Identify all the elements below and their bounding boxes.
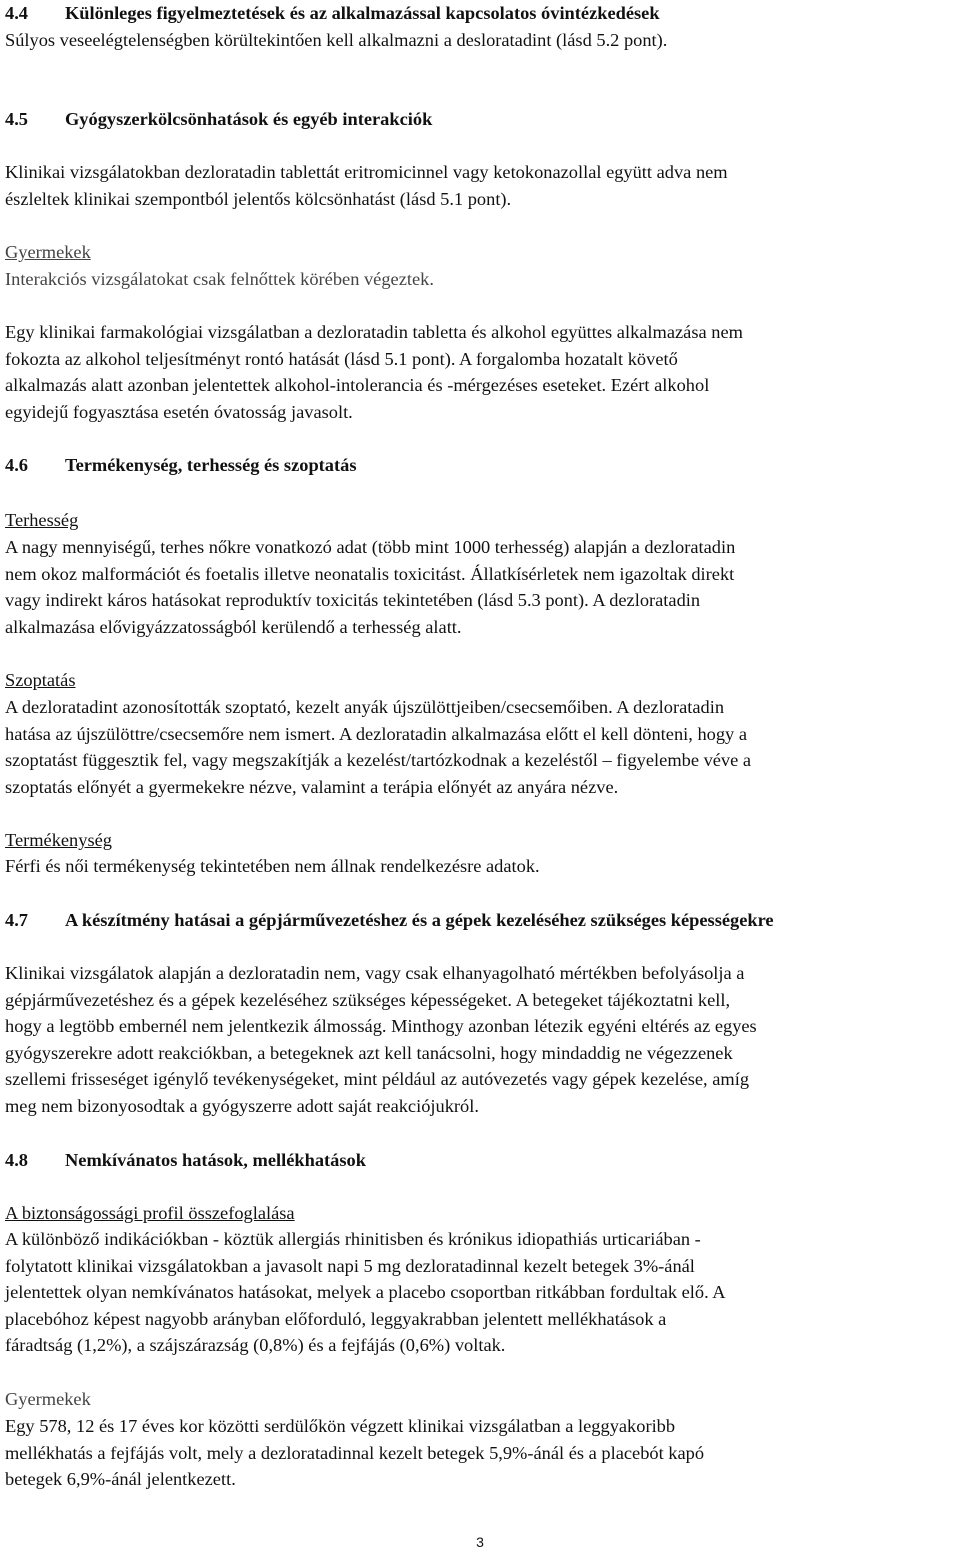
- text-line: szellemi frisseséget igénylő tevékenységeket, mint például az autóvezetés vagy gépek kezelése, amíg: [5, 1069, 750, 1089]
- text-line: Egy 578, 12 és 17 éves kor közötti serdülőkön végzett klinikai vizsgálatban a leggyakoribb: [5, 1416, 676, 1436]
- section-4-5-paragraph-2: [5, 266, 957, 293]
- subheading-pregnancy: Terhesség: [5, 510, 79, 530]
- section-4-8-paragraph-1: [5, 1226, 957, 1359]
- text-line: hogy a legtöbb embernél nem jelentkezik álmosság. Minthogy azonban létezik egyéni eltérés az egyes: [5, 1016, 757, 1036]
- section-4-6-paragraph-2: [5, 694, 957, 800]
- section-4-8-paragraph-2: [5, 1413, 957, 1493]
- section-4-5-paragraph-3: [5, 319, 957, 425]
- text-line: mellékhatás a fejfájás volt, mely a dezloratadinnal kezelt betegek 5,9%-ánál és a placebót kapó: [5, 1442, 705, 1463]
- text-line: szoptatást függesztik fel, vagy megszakítják a kezelést/tartózkodnak a kezeléstől – figyelembe véve a: [5, 750, 752, 770]
- text-line: Klinikai vizsgálatok alapján a dezloratadin nem, vagy csak elhanyagolható mértékben befolyásolja a: [5, 963, 745, 983]
- section-number: 4.8: [5, 1150, 28, 1170]
- section-4-8-heading: [5, 1147, 957, 1174]
- section-4-4-paragraph: [5, 27, 957, 54]
- section-title: Nemkívánatos hatások, mellékhatások: [65, 1150, 366, 1170]
- section-4-7-paragraph: [5, 960, 957, 1119]
- text-line: Egy klinikai farmakológiai vizsgálatban a dezloratadin tabletta és alkohol együttes alkalmazása nem: [5, 322, 743, 342]
- text-line: meg nem bizonyosodtak a gyógyszerre adott saját reakciójukról.: [5, 1095, 479, 1116]
- section-4-6-heading: [5, 452, 957, 479]
- text-line: vagy indirekt káros hatásokat reproduktív toxicitás tekintetében (lásd 5.3 pont). A dezloratadin: [5, 590, 701, 610]
- text-line: fáradtság (1,2%), a szájszárazság (0,8%) és a fejfájás (0,6%) voltak.: [5, 1335, 506, 1355]
- section-4-6-paragraph-1: [5, 534, 957, 640]
- text-line: Klinikai vizsgálatokban dezloratadin tablettát eritromicinnel vagy ketokonazollal együtt adva nem: [5, 162, 728, 182]
- subheading-safety-summary: A biztonságossági profil összefoglalása: [5, 1203, 295, 1223]
- section-title: A készítmény hatásai a gépjárművezetéshez és a gépek kezeléséhez szükséges képességekre: [65, 910, 774, 930]
- text-line: placebóhoz képest nagyobb arányban előforduló, leggyakrabban jelentett mellékhatások a: [5, 1308, 667, 1329]
- text-line: folytatott klinikai vizsgálatokban a javasolt napi 5 mg dezloratadinnal kezelt betegek 3%-ánál: [5, 1255, 695, 1276]
- section-number: 4.7: [5, 910, 28, 930]
- text-line: Férfi és női termékenység tekintetében nem állnak rendelkezésre adatok.: [5, 856, 540, 876]
- text-line: A nagy mennyiségű, terhes nőkre vonatkozó adat (több mint 1000 terhesség) alapján a dezloratadin: [5, 537, 736, 557]
- text-line: egyidejű fogyasztása esetén óvatosság javasolt.: [5, 401, 353, 422]
- section-title: Termékenység, terhesség és szoptatás: [65, 455, 357, 475]
- section-title: Különleges figyelmeztetések és az alkalmazással kapcsolatos óvintézkedések: [65, 3, 660, 23]
- text-line: gyógyszerekre adott reakciókban, a betegeknek azt kell tanácsolni, hogy mindaddig ne végezzenek: [5, 1042, 733, 1063]
- text-line: fokozta az alkohol teljesítményt rontó hatását (lásd 5.1 pont). A forgalomba hozatalt követő: [5, 348, 678, 369]
- text-line: Interakciós vizsgálatokat csak felnőttek körében végeztek.: [5, 269, 434, 289]
- text-line: alkalmazás alatt azonban jelentettek alkohol-intolerancia és -mérgezéses eseteket. Ezért alkohol: [5, 375, 710, 395]
- text-line: jelentettek olyan nemkívánatos hatásokat, melyek a placebo csoportban ritkábban fordultak elő. A: [5, 1282, 726, 1302]
- text-line: észleltek klinikai szempontból jelentős kölcsönhatást (lásd 5.1 pont).: [5, 188, 512, 209]
- text-line: A különböző indikációkban - köztük allergiás rhinitisben és krónikus idiopathiás urticariában -: [5, 1229, 701, 1249]
- text-line: betegek 6,9%-ánál jelentkezett.: [5, 1469, 236, 1489]
- text-line: szoptatás előnyét a gyermekekre nézve, valamint a terápia előnyét az anyára nézve.: [5, 776, 619, 797]
- subheading-fertility: Termékenység: [5, 830, 112, 850]
- text-line: gépjárművezetéshez és a gépek kezeléséhez szükséges képességeket. A betegeket tájékoztatni kell,: [5, 989, 731, 1010]
- text-line: hatása az újszülöttre/csecsemőre nem ismert. A dezloratadin alkalmazása előtt el kell dönteni, hogy a: [5, 723, 747, 744]
- section-4-5-heading: [5, 106, 957, 133]
- subheading-children-2: Gyermekek: [5, 1389, 91, 1409]
- page-number: 3: [476, 1534, 484, 1550]
- text-line: Súlyos veseelégtelenségben körültekintően kell alkalmazni a desloratadint (lásd 5.2 pont).: [5, 30, 668, 50]
- section-number: 4.6: [5, 455, 28, 475]
- text-line: alkalmazása elővigyázzatosságból kerülendő a terhesség alatt.: [5, 616, 462, 637]
- text-line: A dezloratadint azonosították szoptató, kezelt anyák újszülöttjeiben/csecsemőiben. A dezloratadin: [5, 697, 725, 717]
- section-4-7-heading: [5, 907, 957, 934]
- section-number: 4.4: [5, 3, 28, 23]
- section-4-6-paragraph-3: [5, 853, 957, 880]
- subheading-breastfeeding: Szoptatás: [5, 670, 76, 690]
- section-number: 4.5: [5, 109, 28, 129]
- text-line: nem okoz malformációt és foetalis illetve neonatalis toxicitást. Állatkísérletek nem igazoltak direkt: [5, 563, 735, 584]
- subheading-children: Gyermekek: [5, 242, 91, 262]
- section-title: Gyógyszerkölcsönhatások és egyéb interakciók: [65, 109, 433, 129]
- section-4-4-heading: [5, 0, 957, 27]
- section-4-5-paragraph-1: [5, 159, 957, 212]
